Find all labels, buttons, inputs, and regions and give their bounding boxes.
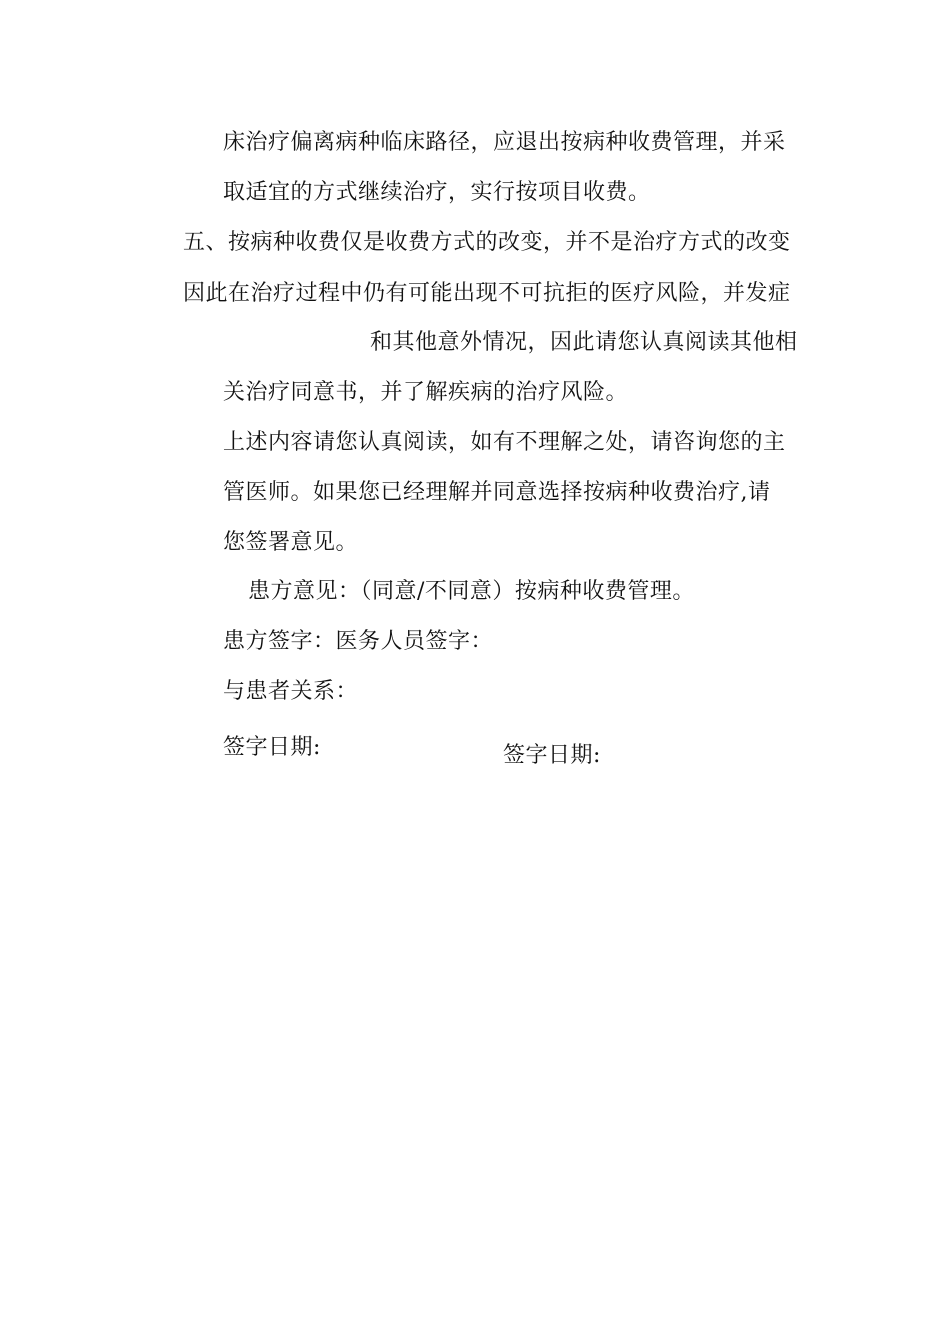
signature-date-left: 签字日期: <box>223 735 321 760</box>
paragraph-line-2: 取适宜的方式继续治疗，实行按项目收费。 <box>223 180 651 205</box>
instruction-line-2: 管医师。如果您已经理解并同意选择按病种收费治疗,请 <box>223 480 771 505</box>
section-five-line-1: 五、按病种收费仅是收费方式的改变，并不是治疗方式的改变 <box>183 230 791 255</box>
relationship-line: 与患者关系： <box>223 679 359 704</box>
paragraph-line-1: 床治疗偏离病种临床路径，应退出按病种收费管理，并采 <box>223 130 786 155</box>
section-five-line-3: 和其他意外情况，因此请您认真阅读其他相 <box>370 330 798 355</box>
patient-opinion-line: 患方意见：（同意/不同意）按病种收费管理。 <box>248 579 695 604</box>
section-five-line-4: 关治疗同意书，并了解疾病的治疗风险。 <box>223 380 629 405</box>
section-five-line-2: 因此在治疗过程中仍有可能出现不可抗拒的医疗风险，并发症 <box>183 281 791 306</box>
instruction-line-3: 您签署意见。 <box>223 530 359 555</box>
instruction-line-1: 上述内容请您认真阅读，如有不理解之处，请咨询您的主 <box>223 430 786 455</box>
signature-date-right: 签字日期: <box>503 743 601 768</box>
signature-date-right-clipped <box>503 741 633 768</box>
signature-line: 患方签字：医务人员签字： <box>223 629 494 654</box>
